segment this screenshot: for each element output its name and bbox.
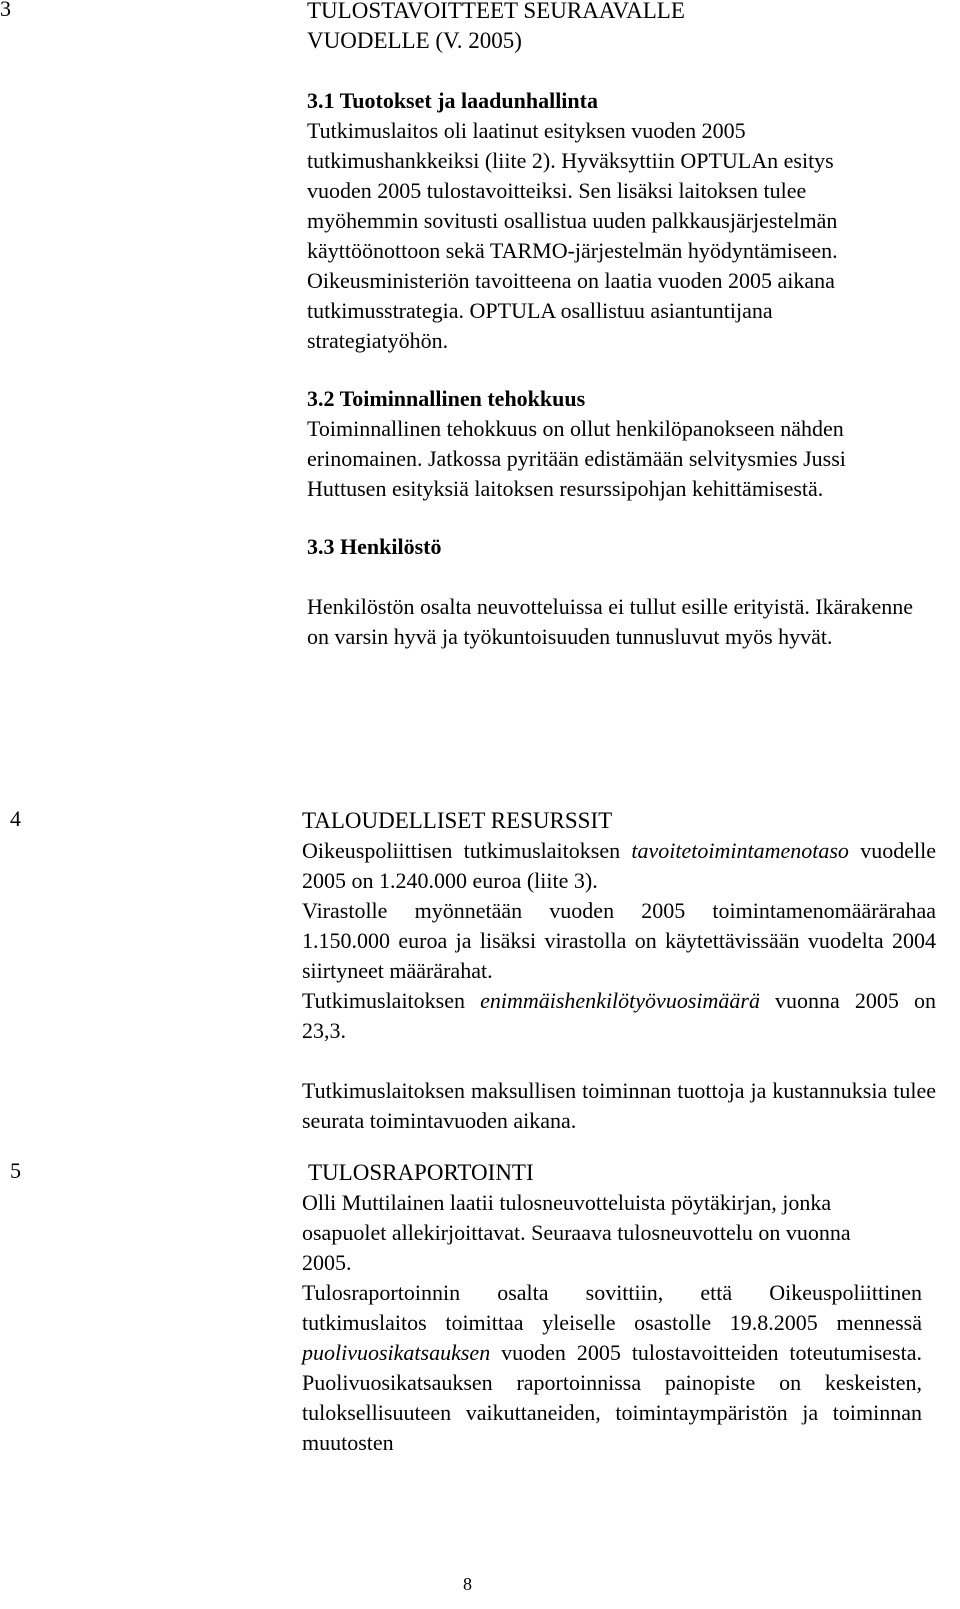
subsection-3-1-paragraph-2: Oikeusministeriön tavoitteena on laatia vuoden 2005 aikana tutkimusstrategia. OPTULA osallistuu asiantuntijana strategiatyöhön. [307,268,835,353]
section-5-content [302,1158,936,1458]
section-5-p2-emphasis: puolivuosikatsauksen [302,1340,491,1365]
subsection-3-2-title: 3.2 Toiminnallinen tehokkuus [307,386,586,411]
section-4-number: 4 [10,806,21,831]
section-3-content [307,0,942,652]
section-4-p1-text-a: Oikeuspoliittisen tutkimuslaitoksen [302,838,632,863]
section-4-paragraph-4: Tutkimuslaitoksen maksullisen toiminnan tuottoja ja kustannuksia tulee seurata toimintavuoden aikana. [302,1078,936,1133]
section-5-paragraph-1: Olli Muttilainen laatii tulosneuvotteluista pöytäkirjan, jonka osapuolet allekirjoittavat. Seuraava tulosneuvottelu on vuonna 2005. [302,1190,851,1275]
section-3-number: 3 [0,0,11,21]
page-number: 8 [463,1574,472,1594]
section-3-title-line1: TULOSTAVOITTEET SEURAAVALLE [307,0,685,23]
subsection-3-1-paragraph-1: Tutkimuslaitos oli laatinut esityksen vuoden 2005 tutkimushankkeiksi (liite 2). Hyväksyttiin OPTULAn esitys vuoden 2005 tulostavoitteiksi. Sen lisäksi laitoksen tulee myöhemmin sovitusti osallistua uuden palkkausjärjestelmän käyttöönottoon sekä TARMO-järjestelmän hyödyntämiseen. [307,118,838,263]
section-5-p2-text-b: vuoden 2005 tulostavoitteiden toteutumisesta. Puolivuosikatsauksen raportoinnissa painopiste on keskeisten, tuloksellisuuteen vaikuttaneiden, toimintaympäristön ja toiminnan muutosten [302,1340,922,1455]
section-5-p2-text-a: Tulosraportoinnin osalta sovittiin, että Oikeuspoliittinen tutkimuslaitos toimittaa yleiselle osastolle 19.8.2005 mennessä [302,1280,922,1335]
section-4-p3-emphasis: enimmäishenkilötyövuosimäärä [480,988,760,1013]
section-5-title: TULOSRAPORTOINTI [308,1160,534,1185]
section-4-paragraph-1 [302,836,936,896]
section-5-number: 5 [10,1158,21,1183]
section-4-p1-text-b: vuodelle 2005 on 1.240.000 euroa (liite 3). [302,838,936,893]
section-4-content [302,806,936,1136]
subsection-3-2-paragraph: Toiminnallinen tehokkuus on ollut henkilöpanokseen nähden erinomainen. Jatkossa pyritään edistämään selvitysmies Jussi Huttusen esityksiä laitoksen resurssipohjan kehittämisestä. [307,416,846,501]
section-4-p1-emphasis: tavoitetoimintamenotaso [631,838,849,863]
section-3-title-line2: VUODELLE (V. 2005) [307,28,522,53]
section-4-p3-text-b: vuonna 2005 on 23,3. [302,988,936,1043]
section-4-paragraph-2: Virastolle myönnetään vuoden 2005 toimintamenomäärärahaa 1.150.000 euroa ja lisäksi virastolla on käytettävissään vuodelta 2004 siirtyneet määrärahat. [302,898,936,983]
section-4-title: TALOUDELLISET RESURSSIT [302,808,613,833]
section-4-p3-text-a: Tutkimuslaitoksen [302,988,481,1013]
subsection-3-3-title: 3.3 Henkilöstö [307,534,442,559]
section-4-paragraph-3 [302,986,936,1046]
subsection-3-1-title: 3.1 Tuotokset ja laadunhallinta [307,88,598,113]
section-5-paragraph-2 [302,1278,922,1458]
subsection-3-3-paragraph: Henkilöstön osalta neuvotteluissa ei tullut esille erityistä. Ikärakenne on varsin hyvä ja työkuntoisuuden tunnusluvut myös hyvät. [307,594,914,649]
